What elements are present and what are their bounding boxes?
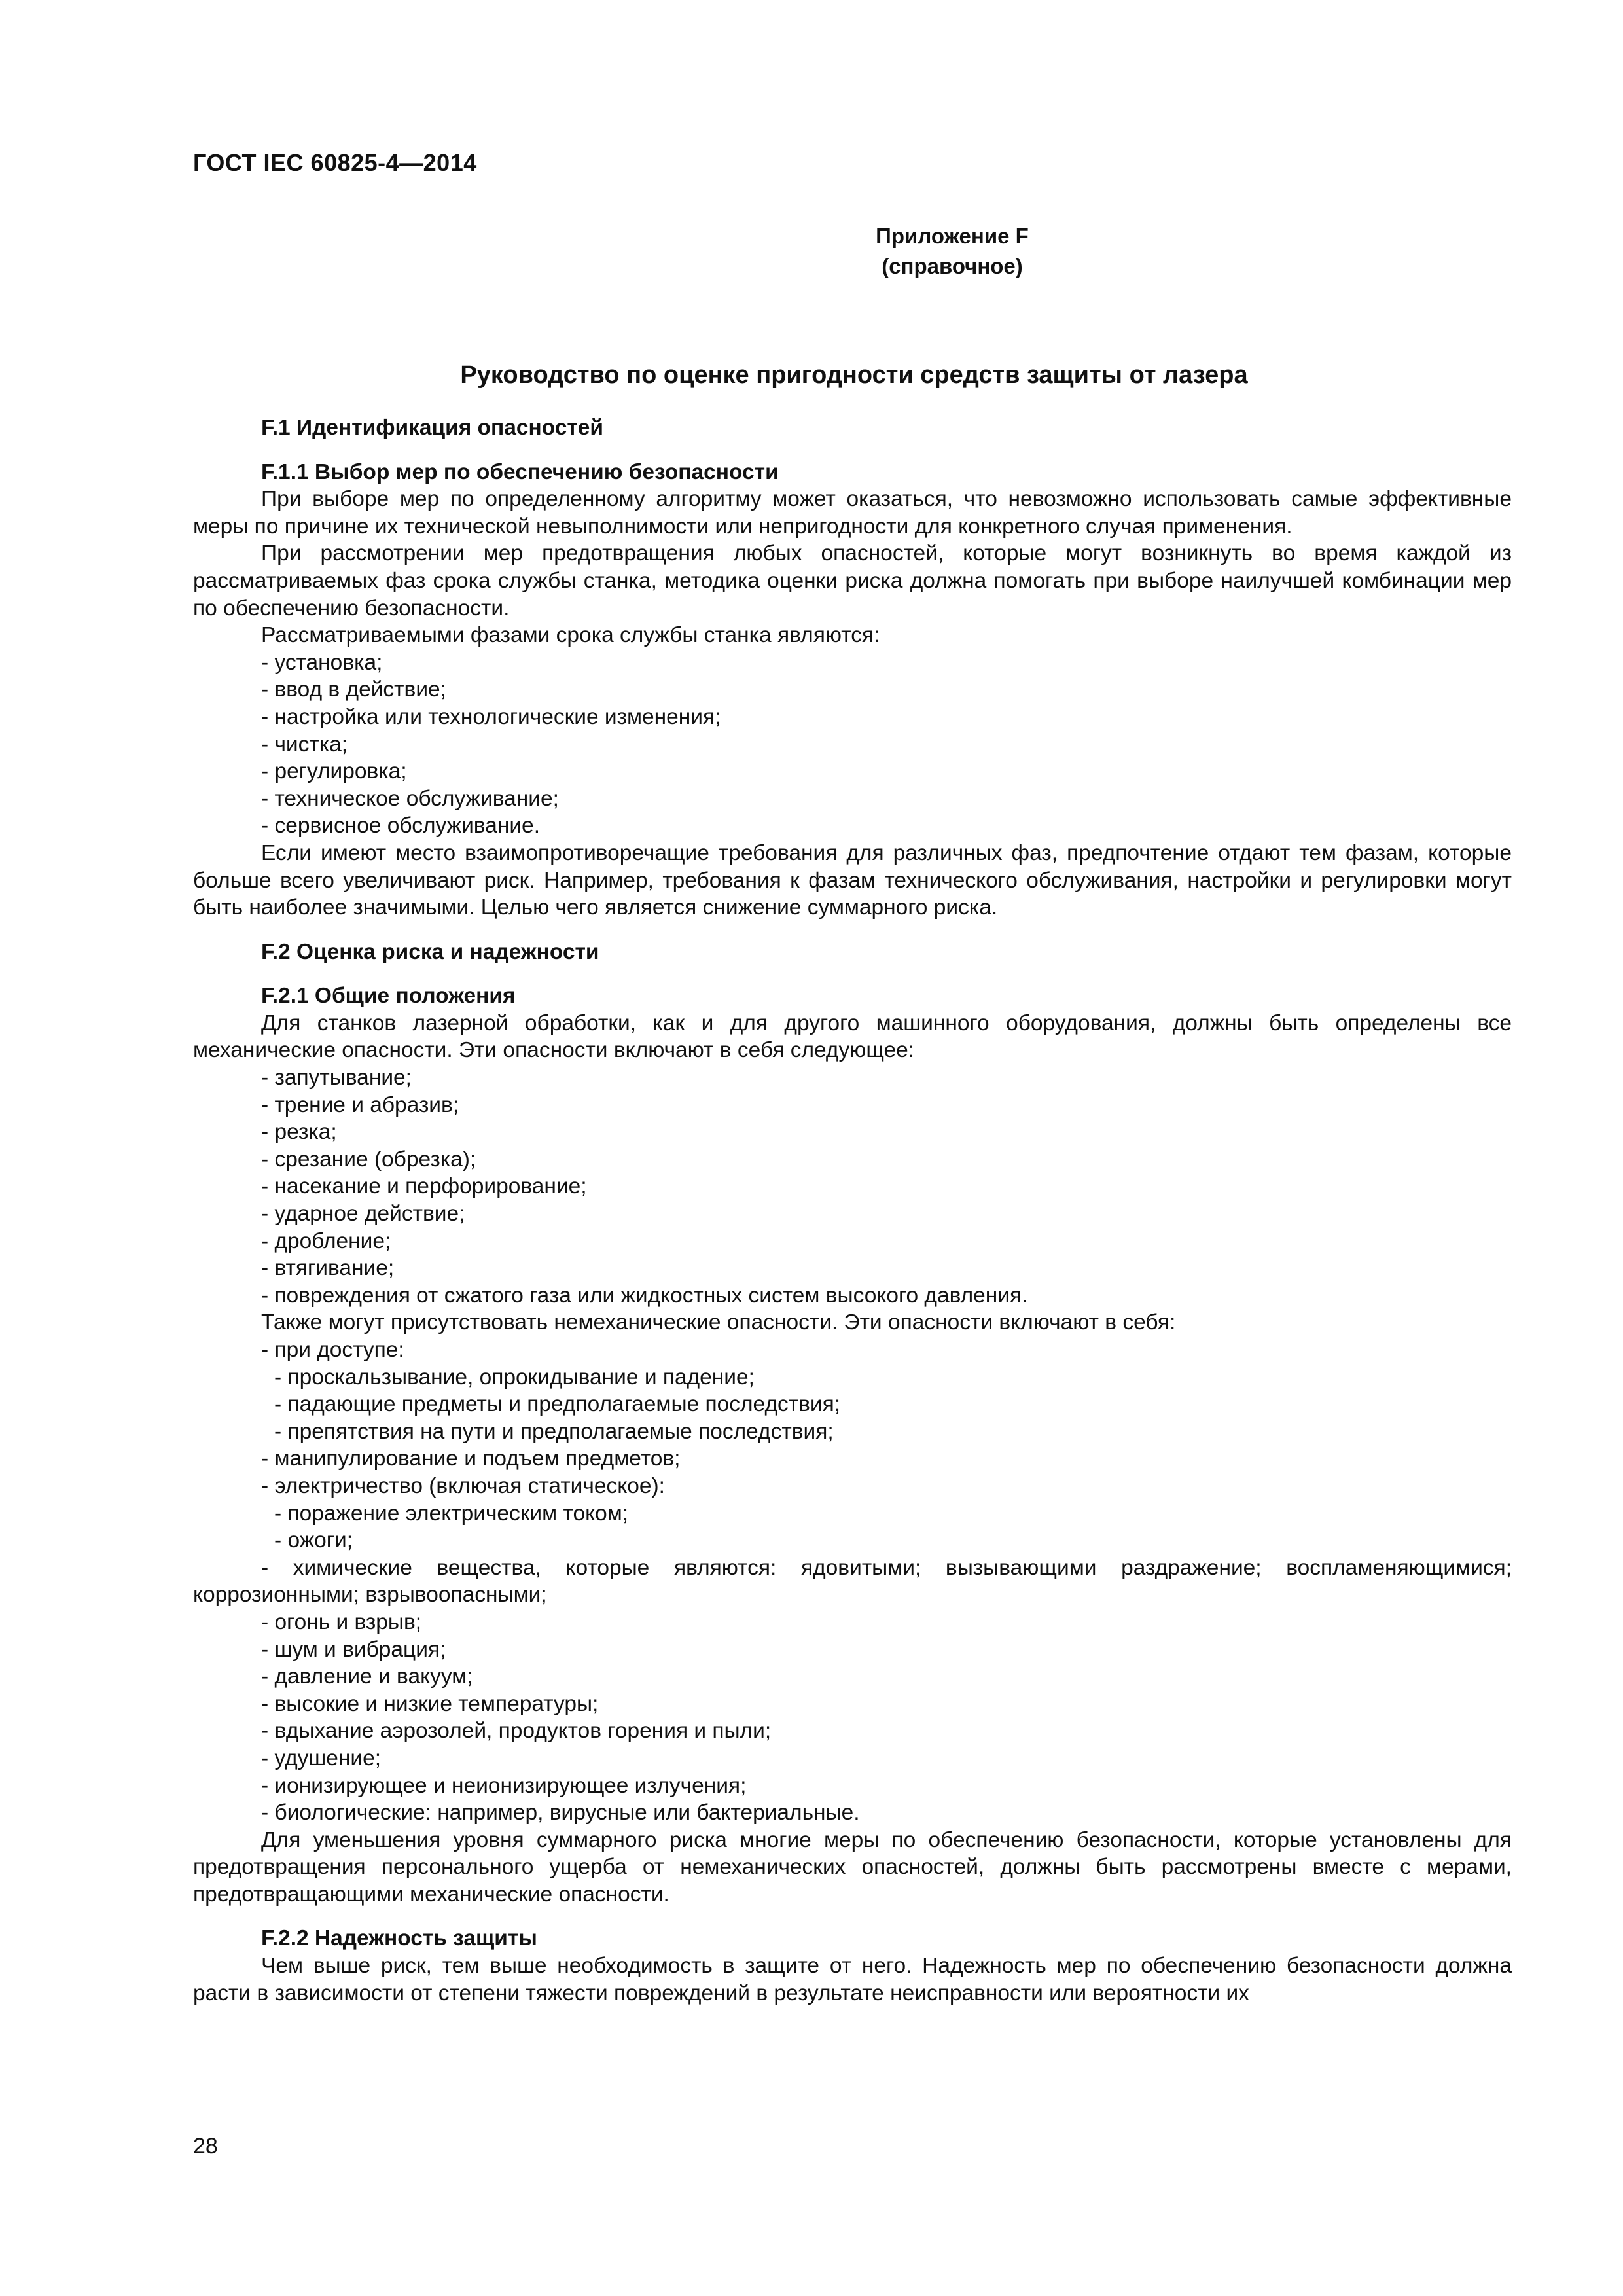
standard-code-header: ГОСТ IEC 60825-4—2014 — [193, 149, 477, 176]
list-item: - техническое обслуживание; — [261, 786, 559, 811]
list-item: - установка; — [261, 650, 383, 675]
annex-heading — [0, 221, 1623, 281]
annex-label: Приложение F — [876, 224, 1029, 248]
paragraph: При выборе мер по определенному алгоритму может оказаться, что невозможно использовать самые эффективные меры по причине их технической невыполнимости или непригодности для конкретного случая применения. — [193, 487, 1512, 539]
paragraph: Для станков лазерной обработки, как и для другого машинного оборудования, должны быть определены все механические опасности. Эти опасности включают в себя следующее: — [193, 1011, 1512, 1063]
section-heading-f2-2: F.2.2 Надежность защиты — [261, 1926, 537, 1951]
list-item-wrapped: - химические вещества, которые являются: ядовитыми; вызывающими раздражение; воспламеняющимися; коррозионными; взрывоопасными; — [193, 1555, 1512, 1607]
paragraph: Рассматриваемыми фазами срока службы станка являются: — [261, 623, 880, 648]
list-item: - ввод в действие; — [261, 677, 446, 702]
section-heading-f1: F.1 Идентификация опасностей — [261, 416, 604, 440]
list-item: - манипулирование и подъем предметов; — [261, 1446, 681, 1471]
list-item: - резка; — [261, 1120, 337, 1145]
list-item: - давление и вакуум; — [261, 1664, 473, 1689]
list-item: - запутывание; — [261, 1066, 412, 1090]
list-item: - чистка; — [261, 732, 348, 757]
section-heading-f2: F.2 Оценка риска и надежности — [261, 939, 599, 964]
annex-kind: (справочное) — [882, 254, 1023, 278]
paragraph: Чем выше риск, тем выше необходимость в защите от него. Надежность мер по обеспечению безопасности должна расти в зависимости от степени тяжести повреждений в результате неисправности или вероятности их — [193, 1954, 1512, 2005]
list-item: - регулировка; — [261, 759, 407, 784]
sub-list-item: - поражение электрическим током; — [274, 1501, 629, 1526]
list-item: - биологические: например, вирусные или бактериальные. — [261, 1801, 860, 1825]
list-item: - срезание (обрезка); — [261, 1147, 476, 1172]
list-item: - втягивание; — [261, 1256, 395, 1281]
list-item: - повреждения от сжатого газа или жидкостных систем высокого давления. — [261, 1283, 1028, 1308]
document-body — [193, 414, 1512, 2007]
paragraph: Также могут присутствовать немеханические опасности. Эти опасности включают в себя: — [261, 1310, 1176, 1335]
list-item: - удушение; — [261, 1746, 382, 1770]
list-item: - настройка или технологические изменения; — [261, 704, 721, 729]
list-item: - огонь и взрыв; — [261, 1609, 422, 1634]
paragraph: Для уменьшения уровня суммарного риска многие меры по обеспечению безопасности, которые установлены для предотвращения персонального ущерба от немеханических опасностей, должны быть рассмотрены вместе с мерами, предотвращающими механические опасности. — [193, 1827, 1512, 1907]
list-item: - шум и вибрация; — [261, 1637, 446, 1662]
annex-title-text: Руководство по оценке пригодности средств защиты от лазера — [460, 361, 1248, 389]
list-item: - высокие и низкие температуры; — [261, 1691, 599, 1716]
list-item: - вдыхание аэрозолей, продуктов горения и пыли; — [261, 1719, 772, 1744]
list-item: - дробление; — [261, 1229, 391, 1253]
annex-title — [0, 361, 1623, 389]
list-item: - при доступе: — [261, 1338, 404, 1362]
list-item: - насекание и перфорирование; — [261, 1174, 587, 1199]
sub-list-item: - ожоги; — [274, 1528, 353, 1553]
page-number: 28 — [193, 2134, 218, 2159]
list-item: - сервисное обслуживание. — [261, 814, 540, 838]
sub-list-item: - препятствия на пути и предполагаемые последствия; — [274, 1419, 834, 1444]
sub-list-item: - падающие предметы и предполагаемые последствия; — [274, 1392, 841, 1417]
list-item: - трение и абразив; — [261, 1092, 459, 1117]
list-item: - ионизирующее и неионизирующее излучения; — [261, 1773, 747, 1798]
paragraph: При рассмотрении мер предотвращения любых опасностей, которые могут возникнуть во время каждой из рассматриваемых фаз срока службы станка, методика оценки риска должна помогать при выборе наилучшей комбинации мер по обеспечению безопасности. — [193, 541, 1512, 620]
list-item: - электричество (включая статическое): — [261, 1473, 665, 1498]
section-heading-f2-1: F.2.1 Общие положения — [261, 984, 516, 1009]
paragraph: Если имеют место взаимопротиворечащие требования для различных фаз, предпочтение отдают тем фазам, которые больше всего увеличивают риск. Например, требования к фазам технического обслуживания, настройки и регулировки могут быть наиболее значимыми. Целью чего является снижение суммарного риска. — [193, 840, 1512, 920]
section-heading-f1-1: F.1.1 Выбор мер по обеспечению безопасности — [261, 459, 779, 484]
sub-list-item: - проскальзывание, опрокидывание и падение; — [274, 1365, 755, 1390]
list-item: - ударное действие; — [261, 1202, 465, 1227]
